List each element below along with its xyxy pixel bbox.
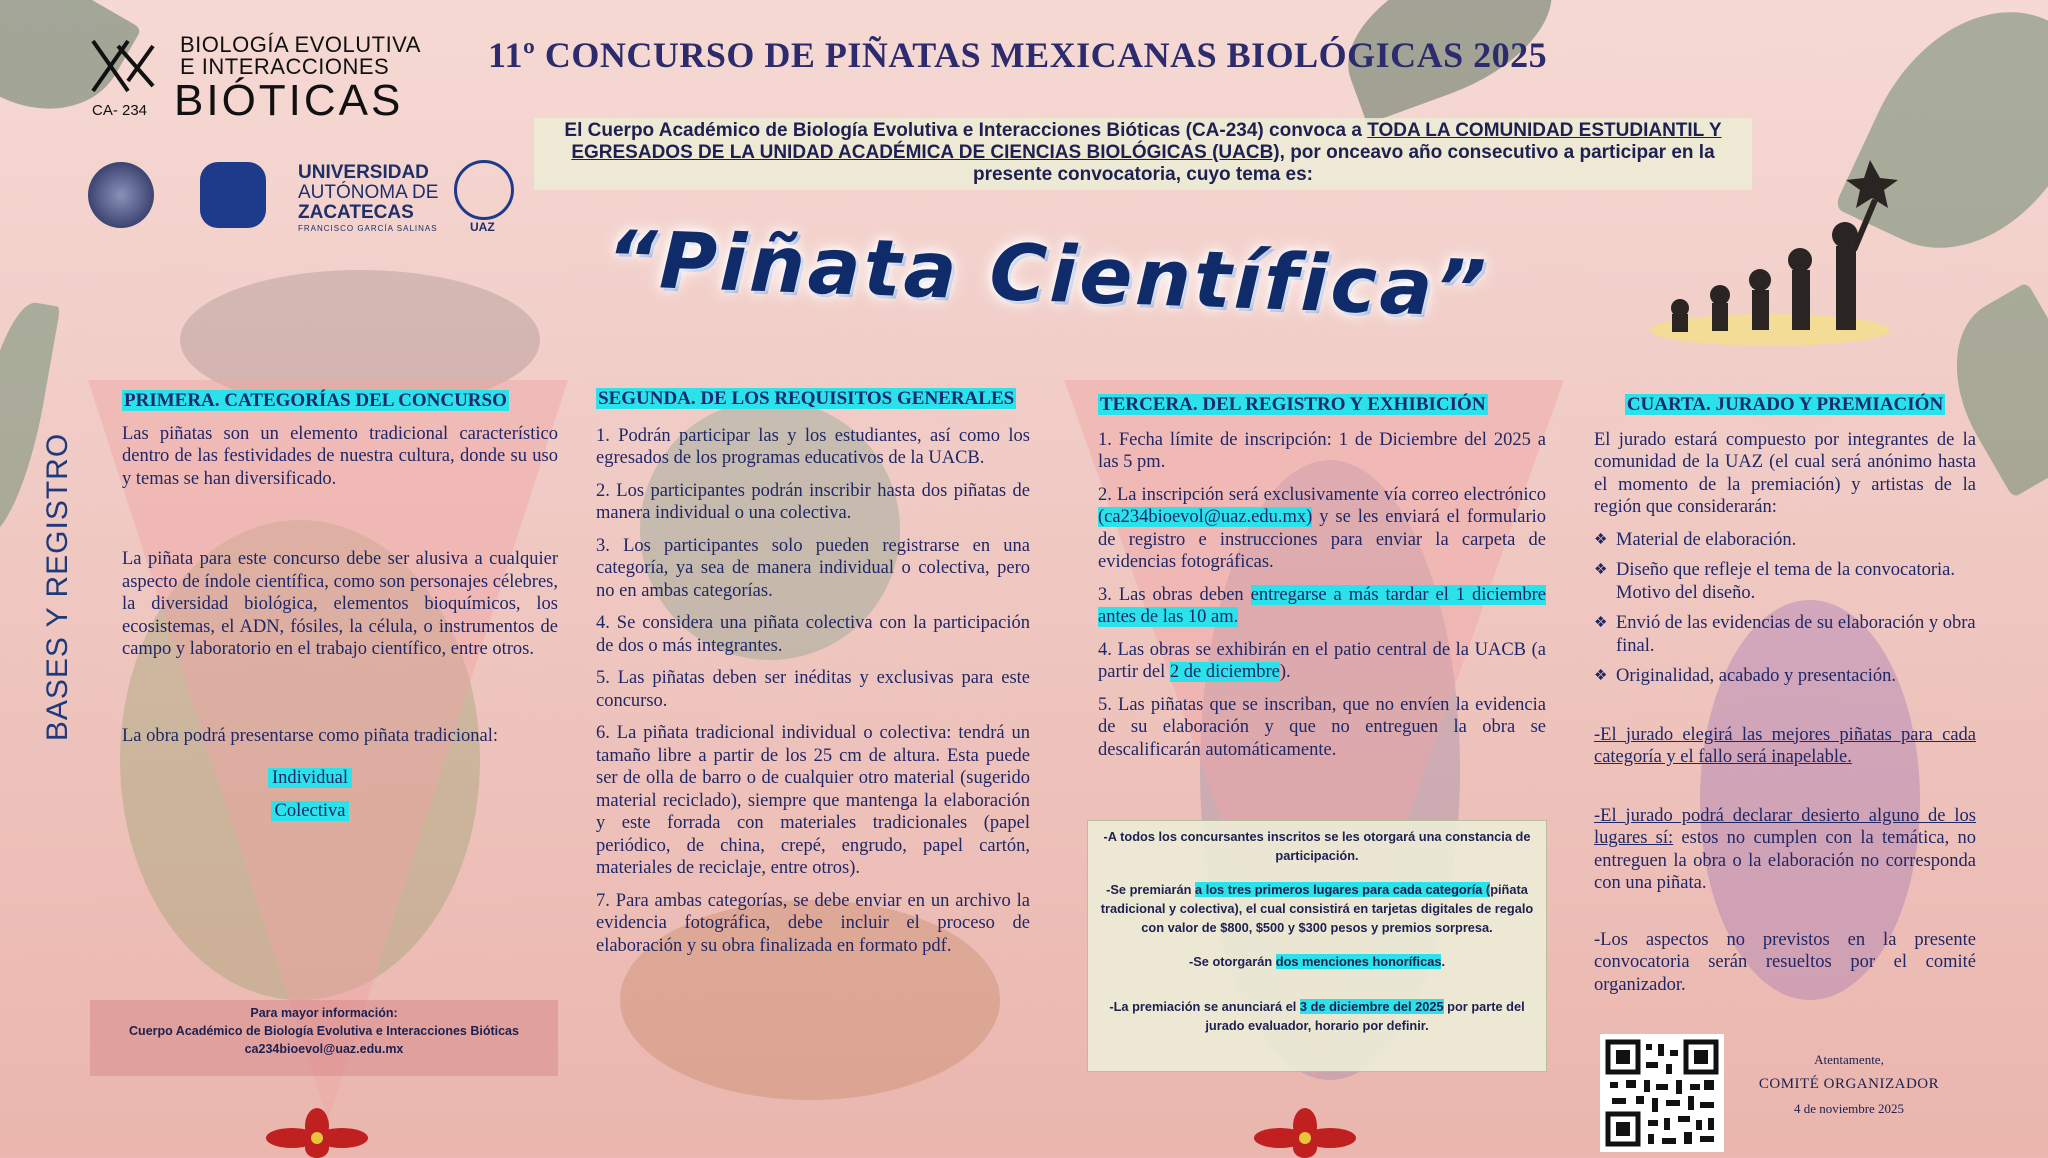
more-info-box (90, 1000, 558, 1076)
text-span: -Se premiarán (1106, 882, 1196, 897)
criteria-item: ❖ Material de elaboración. (1594, 529, 1976, 552)
page-title: 11º CONCURSO DE PIÑATAS MEXICANAS BIOLÓGICAS 2025 (488, 35, 1548, 75)
highlight: entregarse a más tardar el 1 diciembre antes de las 10 am. (1098, 584, 1546, 627)
dna-helix-icon (88, 36, 168, 96)
paragraph: -Los aspectos no previstos en la presente convocatoria serán resueltos por el comité organizador. (1594, 929, 1976, 995)
intro-text (534, 118, 1752, 190)
requirement-item: 7. Para ambas categorías, se debe enviar en un archivo la evidencia fotográfica, debe incluir el proceso de elaboración y su obra finalizada en formato pdf. (596, 890, 1030, 956)
text-span: -El jurado podrá declarar desierto alguno de los lugares sí: (1594, 805, 1976, 848)
uaz-shield-icon (200, 162, 266, 228)
biology-unit-logo-icon (454, 160, 514, 220)
uaz-name-line-4: FRANCISCO GARCÍA SALINAS (298, 224, 438, 233)
signature-date: 4 de noviembre 2025 (1793, 1101, 1905, 1116)
info-line-1: Para mayor información: (250, 1006, 398, 1020)
logo-line-2: E INTERACCIONES (180, 54, 390, 79)
highlight: dos menciones honoríficas (1275, 954, 1442, 969)
paragraph: El jurado estará compuesto por integrantes de la comunidad de la UAZ (el cual será anónimo hasta el momento de la premiación) y artistas de la región que considerarán: (1594, 429, 1976, 517)
text-span: 4. Las obras se exhibirán en el patio central de la UACB (a partir del (1098, 639, 1546, 682)
registration-item: 1. Fecha límite de inscripción: 1 de Diciembre del 2025 a las 5 pm. (1098, 429, 1546, 472)
section-primera (122, 390, 558, 832)
signature-line-1: Atentamente, (1814, 1052, 1884, 1067)
registration-email[interactable]: (ca234bioevol@uaz.edu.mx) (1098, 507, 1313, 527)
category-colectiva: Colectiva (271, 801, 350, 821)
logo-line-1: BIOLOGÍA EVOLUTIVA (180, 32, 421, 57)
requirement-item: 3. Los participantes solo pueden registrarse en una categoría, ya sea de manera individual o colectiva, pero no en ambas categorías. (596, 535, 1030, 601)
requirement-item: 4. Se considera una piñata colectiva con la participación de dos o más integrantes. (596, 613, 1030, 656)
ca-234-logo (88, 30, 448, 125)
logo-line-3: BIÓTICAS (174, 76, 404, 125)
requirement-item: 6. La piñata tradicional individual o colectiva: tendrá un tamaño libre a partir de los 25 cm de altura. Esta puede ser de olla de barro o de cualquier otro material (sugerido material reciclado), siempre que mantenga la elaboración y este forrada con materiales tradicionales (papel periódico, de china, crepé, engrudo, papel cartón, materiales de reciclaje, entre otros). (596, 723, 1030, 878)
text-span: -Se otorgarán (1189, 954, 1276, 969)
paragraph: -El jurado elegirá las mejores piñatas para cada categoría y el fallo será inapelable. (1594, 724, 1976, 767)
paragraph: La piñata para este concurso debe ser alusiva a cualquier aspecto de índole científica, como son personajes célebres, la diversidad biológica, elementos bioquímicos, los ecosistemas, el ADN, fósiles, la célula, o instrumentos de campo y laboratorio en el trabajo científico, entre otros. (122, 549, 558, 659)
highlight: a los tres primeros lugares para cada categoría ( (1195, 882, 1491, 897)
prize-item: -A todos los concursantes inscritos se les otorgará una constancia de participación. (1103, 829, 1531, 863)
highlight: 2 de diciembre (1169, 662, 1280, 682)
text-span: y se les enviará el formulario de registro e instrucciones para enviar la carpeta de evidencias fotográficas. (1098, 507, 1546, 572)
side-label-text: BASES Y REGISTRO (41, 432, 74, 742)
criteria-item: ❖ Diseño que refleje el tema de la convocatoria. Motivo del diseño. (1594, 559, 1976, 604)
text-span: estos no cumplen con la temática, no entreguen la obra o la elaboración no corresponda con una piñata. (1594, 828, 1977, 893)
intro-part-1: El Cuerpo Académico de Biología Evolutiva e Interacciones Bióticas (CA-234) convoca a (564, 120, 1368, 141)
theme-title: “Piñata Científica” (604, 214, 1491, 336)
paragraph (1594, 805, 1976, 895)
uaz-logos (88, 158, 528, 240)
side-label (18, 420, 88, 760)
requirement-item: 5. Las piñatas deben ser inéditas y exclusivas para este concurso. (596, 668, 1030, 711)
registration-item (1098, 584, 1546, 629)
intro-highlight: TODA LA COMUNIDAD ESTUDIANTIL Y EGRESADOS DE LA UNIDAD ACADÉMICA DE CIENCIAS BIOLÓGICAS (UACB) (571, 120, 1722, 163)
section-heading: CUARTA. JURADO Y PREMIACIÓN (1626, 394, 1944, 415)
uaz-name-line-3: ZACATECAS (298, 202, 414, 223)
section-heading: PRIMERA. CATEGORÍAS DEL CONCURSO (124, 390, 507, 411)
qr-code-icon[interactable] (1600, 1034, 1724, 1152)
category-individual: Individual (268, 768, 352, 788)
section-tercera (1098, 394, 1546, 771)
signature-line-2: COMITÉ ORGANIZADOR (1758, 1076, 1940, 1092)
section-heading: SEGUNDA. DE LOS REQUISITOS GENERALES (598, 388, 1015, 409)
logo-code: CA- 234 (92, 102, 148, 119)
registration-item (1098, 484, 1546, 574)
text-span: . (1441, 954, 1445, 969)
criteria-list (1594, 529, 1976, 688)
section-segunda (596, 388, 1030, 967)
highlight: 3 de diciembre del 2025 (1299, 999, 1444, 1014)
text-span: por parte del jurado evaluador, horario por definir. (1205, 999, 1525, 1033)
intro-part-2: , por onceavo año consecutivo a participar en la presente convocatoria, cuyo tema es: (972, 142, 1715, 185)
criteria-item: ❖ Envió de las evidencias de su elaboración y obra final. (1594, 612, 1976, 657)
signature-block (1740, 1052, 1958, 1117)
uaz-name-line-2: AUTÓNOMA DE (298, 182, 439, 203)
info-line-2: Cuerpo Académico de Biología Evolutiva e Interacciones Bióticas (129, 1024, 519, 1038)
prize-item (1100, 952, 1534, 971)
text-span: 2. La inscripción será exclusivamente vía correo electrónico (1098, 484, 1546, 505)
unit-abbrev: UAZ (470, 220, 495, 234)
paragraph: Las piñatas son un elemento tradicional característico dentro de las festividades de nuestra cultura, donde su uso y temas se han diversificado. (122, 423, 558, 489)
text-span: 3. Las obras deben (1098, 584, 1251, 605)
prizes-box (1087, 820, 1547, 1072)
poinsettia-decoration (1250, 1108, 1360, 1158)
text-span: -La premiación se anunciará el (1109, 999, 1300, 1014)
text-span: piñata tradicional y colectiva), el cual consistirá en tarjetas digitales de regalo con valor de $800, $500 y $300 pesos y premios sorpresa. (1100, 882, 1534, 935)
criteria-item: ❖ Originalidad, acabado y presentación. (1594, 665, 1976, 688)
text-span: ). (1279, 662, 1291, 682)
requirement-item: 1. Podrán participar las y los estudiantes, así como los egresados de los programas educativos de la UACB. (596, 425, 1030, 468)
university-seal-icon (88, 162, 154, 228)
uaz-name-line-1: UNIVERSIDAD (298, 162, 429, 183)
paragraph: La obra podrá presentarse como piñata tradicional: (122, 725, 499, 746)
section-cuarta (1594, 394, 1976, 1006)
prize-item (1100, 880, 1534, 937)
registration-item: 5. Las piñatas que se inscriban, que no envíen la evidencia de su elaboración y que no entreguen la obra se descalificarán automáticamente. (1098, 694, 1546, 760)
prize-item (1100, 997, 1534, 1035)
requirement-item: 2. Los participantes podrán inscribir hasta dos piñatas de manera individual o una colectiva. (596, 480, 1030, 523)
registration-item (1098, 639, 1546, 684)
info-email[interactable]: ca234bioevol@uaz.edu.mx (244, 1042, 404, 1056)
section-heading: TERCERA. DEL REGISTRO Y EXHIBICIÓN (1100, 394, 1486, 415)
